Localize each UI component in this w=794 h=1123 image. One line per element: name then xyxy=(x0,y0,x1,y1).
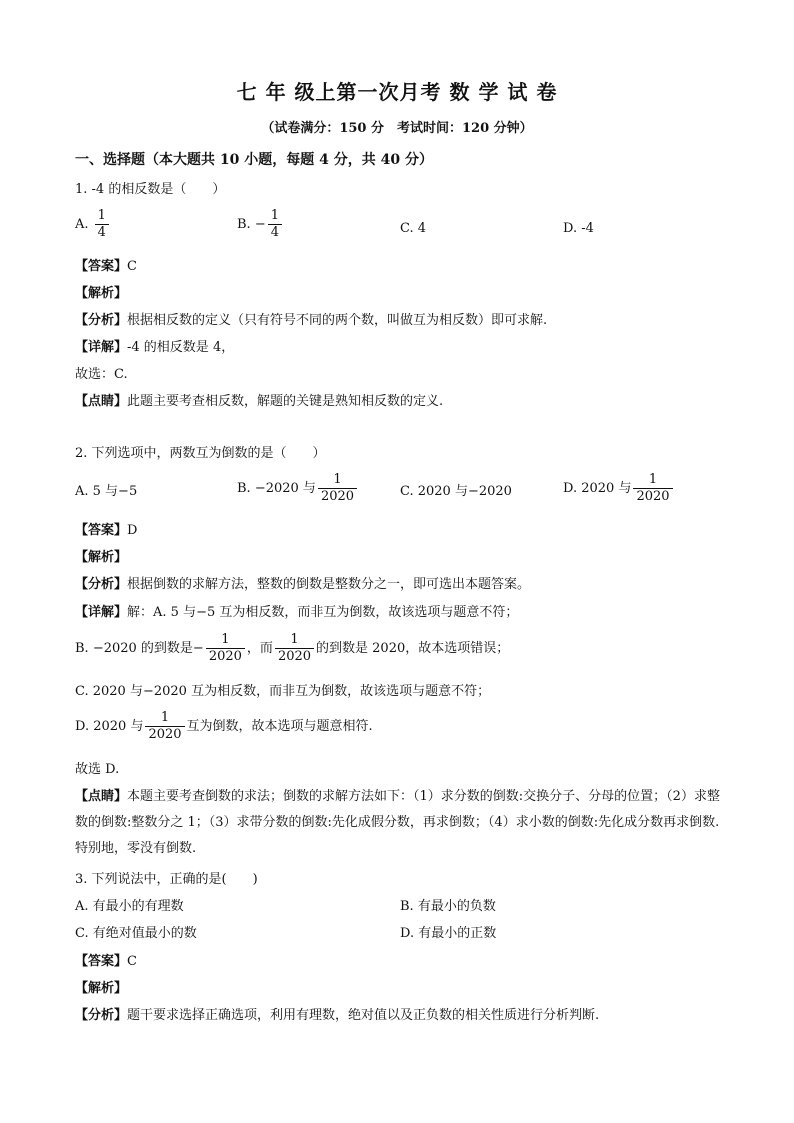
q1-option-a-label: A. xyxy=(75,217,89,232)
q2-option-c: C. 2020 与−2020 xyxy=(400,484,512,499)
q1-answer-value: C xyxy=(127,259,137,274)
q2-answer xyxy=(75,521,137,541)
q1-answer-tag: 【答案】 xyxy=(75,259,128,274)
q2-line-d xyxy=(75,710,373,743)
exam-title: 七 年 级上第一次月考 数 学 试 卷 xyxy=(236,80,558,104)
q2-line-d-fraction xyxy=(145,710,184,743)
q2-dianjing-tag: 【点睛】 xyxy=(75,789,128,804)
q2-guxuan: 故选 D. xyxy=(75,762,120,777)
q2-line-d-numerator: 1 xyxy=(145,710,184,727)
q1-option-a-fraction xyxy=(95,208,109,241)
q2-xiangjie-text: 解：A. 5 与−5 互为相反数，而非互为倒数，故该选项与题意不符； xyxy=(127,605,519,620)
q1-jiexi: 【解析】 xyxy=(75,286,128,301)
q2-dianjing-text: 本题主要考查倒数的求法；倒数的求解方法如下：（1）求分数的倒数:交换分子、分母的位置；（2）求整数的倒数:整数分之 1；（3）求带分数的倒数:先化成假分数，再求倒数；（4）求小数的倒数:先化成分数再求倒数. 特别地，零没有倒数. xyxy=(75,789,720,856)
q1-xiangjie xyxy=(75,338,234,358)
q2-xiangjie-tag: 【详解】 xyxy=(75,605,128,620)
q2-option-d-fraction xyxy=(633,472,672,505)
q3-fenxi-tag: 【分析】 xyxy=(75,1008,128,1023)
q1-guxuan: 故选：C. xyxy=(75,367,128,382)
q2-line-b-numerator-1: 1 xyxy=(206,632,245,649)
q2-line-b-fraction-2 xyxy=(275,632,314,665)
q1-option-b-label: B. xyxy=(237,217,251,232)
q1-option-a xyxy=(75,208,111,241)
q2-option-d-prefix: D. 2020 与 xyxy=(563,481,632,496)
q1-dianjing-tag: 【点睛】 xyxy=(75,394,128,409)
q2-xiangjie xyxy=(75,603,518,623)
q3-jiexi: 【解析】 xyxy=(75,981,128,996)
q2-option-b xyxy=(237,472,359,505)
q1-fenxi-tag: 【分析】 xyxy=(75,313,128,328)
q3-fenxi-text: 题干要求选择正确选项，利用有理数，绝对值以及正负数的相关性质进行分析判断. xyxy=(127,1008,600,1023)
q3-answer-tag: 【答案】 xyxy=(75,954,128,969)
q1-dianjing xyxy=(75,392,443,412)
q2-option-b-numerator: 1 xyxy=(318,472,357,489)
q2-dianjing xyxy=(75,784,725,862)
q1-option-b-fraction xyxy=(268,208,282,241)
q2-line-b-middle: ，而 xyxy=(246,641,273,656)
q3-answer xyxy=(75,952,137,972)
q1-xiangjie-text: -4 的相反数是 4， xyxy=(127,340,235,355)
q2-line-b-suffix: 的到数是 2020，故本选项错误； xyxy=(316,641,510,656)
q1-xiangjie-tag: 【详解】 xyxy=(75,340,128,355)
q1-dianjing-text: 此题主要考查相反数，解题的关键是熟知相反数的定义. xyxy=(127,394,444,409)
q2-line-c: C. 2020 与−2020 互为相反数，而非互为倒数，故该选项与题意不符； xyxy=(75,684,491,699)
q3-option-b: B. 有最小的负数 xyxy=(400,899,496,914)
q2-line-b-prefix: B. −2020 的到数是− xyxy=(75,641,204,656)
q2-stem: 2. 下列选项中，两数互为倒数的是（ ） xyxy=(75,446,326,461)
q3-stem: 3. 下列说法中，正确的是( ) xyxy=(75,872,258,887)
q3-fenxi xyxy=(75,1006,599,1026)
q1-fenxi xyxy=(75,311,547,331)
q3-option-c: C. 有绝对值最小的数 xyxy=(75,926,197,941)
q2-option-d-numerator: 1 xyxy=(633,472,672,489)
exam-subtitle: （试卷满分：150 分 考试时间：120 分钟） xyxy=(261,121,533,136)
q2-line-d-prefix: D. 2020 与 xyxy=(75,719,144,734)
q1-option-b-denominator: 4 xyxy=(270,225,280,240)
q1-fenxi-text: 根据相反数的定义（只有符号不同的两个数，叫做互为相反数）即可求解. xyxy=(127,313,548,328)
q2-jiexi: 【解析】 xyxy=(75,550,128,565)
q1-option-a-denominator: 4 xyxy=(97,225,106,240)
q2-option-d-denominator: 2020 xyxy=(636,489,670,504)
q2-fenxi-tag: 【分析】 xyxy=(75,577,128,592)
q2-line-b-fraction-1 xyxy=(206,632,245,665)
q1-answer xyxy=(75,257,137,277)
section-heading: 一、选择题（本大题共 10 小题，每题 4 分，共 40 分） xyxy=(75,152,433,168)
q2-option-d xyxy=(563,472,675,505)
q1-option-b-numerator: 1 xyxy=(268,208,282,225)
q2-option-b-fraction xyxy=(318,472,357,505)
q2-line-d-denominator: 2020 xyxy=(148,727,182,742)
q1-option-c: C. 4 xyxy=(400,221,427,236)
q2-option-b-denominator: 2020 xyxy=(320,489,355,504)
q3-option-a: A. 有最小的有理数 xyxy=(75,899,184,914)
q1-option-a-numerator: 1 xyxy=(95,208,109,225)
q1-stem: 1. -4 的相反数是（ ） xyxy=(75,182,226,197)
q2-line-b-numerator-2: 1 xyxy=(275,632,314,649)
q1-option-b-sign: − xyxy=(254,217,266,232)
q2-fenxi-text: 根据倒数的求解方法，整数的倒数是整数分之一，即可选出本题答案。 xyxy=(127,577,531,592)
q2-option-b-prefix: B. −2020 与 xyxy=(237,481,316,496)
q3-answer-value: C xyxy=(127,954,137,969)
q2-line-b-denominator-1: 2020 xyxy=(208,649,242,664)
q2-line-b-denominator-2: 2020 xyxy=(277,649,312,664)
q3-option-d: D. 有最小的正数 xyxy=(400,926,497,941)
q1-option-d: D. -4 xyxy=(563,221,594,236)
q2-line-d-suffix: 互为倒数，故本选项与题意相符. xyxy=(186,719,373,734)
q2-fenxi xyxy=(75,575,530,595)
q2-option-a: A. 5 与−5 xyxy=(75,484,138,499)
q2-answer-value: D xyxy=(127,523,138,538)
q2-line-b xyxy=(75,632,509,665)
q2-answer-tag: 【答案】 xyxy=(75,523,128,538)
q1-option-b xyxy=(237,208,284,241)
